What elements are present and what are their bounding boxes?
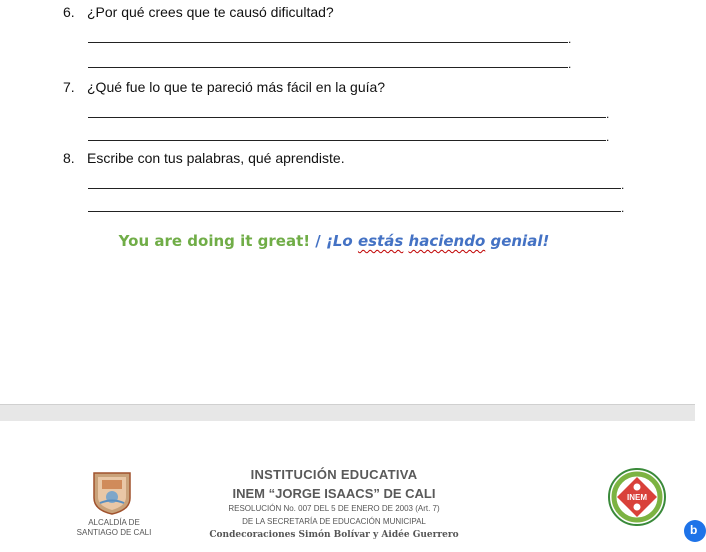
cali-crest-icon — [91, 470, 133, 516]
line-end-dot: . — [606, 130, 610, 144]
question-number: 6. — [63, 4, 75, 20]
decorations-text: Condecoraciones Simón Bolívar y Aidée Guerrero — [209, 530, 459, 540]
answer-line — [88, 117, 606, 118]
institution-name: INEM “JORGE ISAACS” DE CALI — [232, 486, 436, 501]
alcaldia-label — [64, 518, 164, 538]
motto-spanish-pre: ¡Lo — [326, 232, 358, 250]
line-end-dot: . — [621, 201, 625, 215]
motto-spanish-word: haciendo — [408, 232, 486, 250]
question-text: ¿Qué fue lo que te pareció más fácil en la guía? — [87, 79, 386, 95]
secretaria-text: DE LA SECRETARÍA DE EDUCACIÓN MUNICIPAL — [242, 517, 426, 526]
question-number: 7. — [63, 79, 75, 95]
question-text: ¿Por qué crees que te causó dificultad? — [87, 4, 334, 20]
answer-line — [88, 42, 568, 43]
line-end-dot: . — [568, 57, 572, 71]
motto-english: You are doing it great! — [118, 232, 311, 250]
resolution-text: RESOLUCIÓN No. 007 DEL 5 DE ENERO DE 2003 (Art. 7) — [228, 504, 440, 513]
motto — [0, 232, 668, 250]
page-separator — [0, 404, 695, 422]
inem-seal-icon — [608, 468, 666, 526]
answer-line — [88, 67, 568, 68]
institution-title: INSTITUCIÓN EDUCATIVA — [250, 467, 418, 482]
answer-line — [88, 211, 621, 212]
question-text: Escribe con tus palabras, qué aprendiste. — [87, 150, 345, 166]
alcaldia-line1: ALCALDÍA DE — [88, 518, 140, 527]
answer-line — [88, 140, 606, 141]
edge-badge-icon[interactable]: b — [684, 520, 706, 542]
line-end-dot: . — [621, 178, 625, 192]
question-number: 8. — [63, 150, 75, 166]
line-end-dot: . — [568, 32, 572, 46]
seal-label: INEM — [627, 493, 647, 502]
motto-spanish-word: estás — [357, 232, 404, 250]
line-end-dot: . — [606, 107, 610, 121]
alcaldia-line2: SANTIAGO DE CALI — [76, 528, 152, 537]
answer-line — [88, 188, 621, 189]
motto-slash: / — [310, 232, 327, 250]
motto-spanish-post: genial! — [485, 232, 550, 250]
